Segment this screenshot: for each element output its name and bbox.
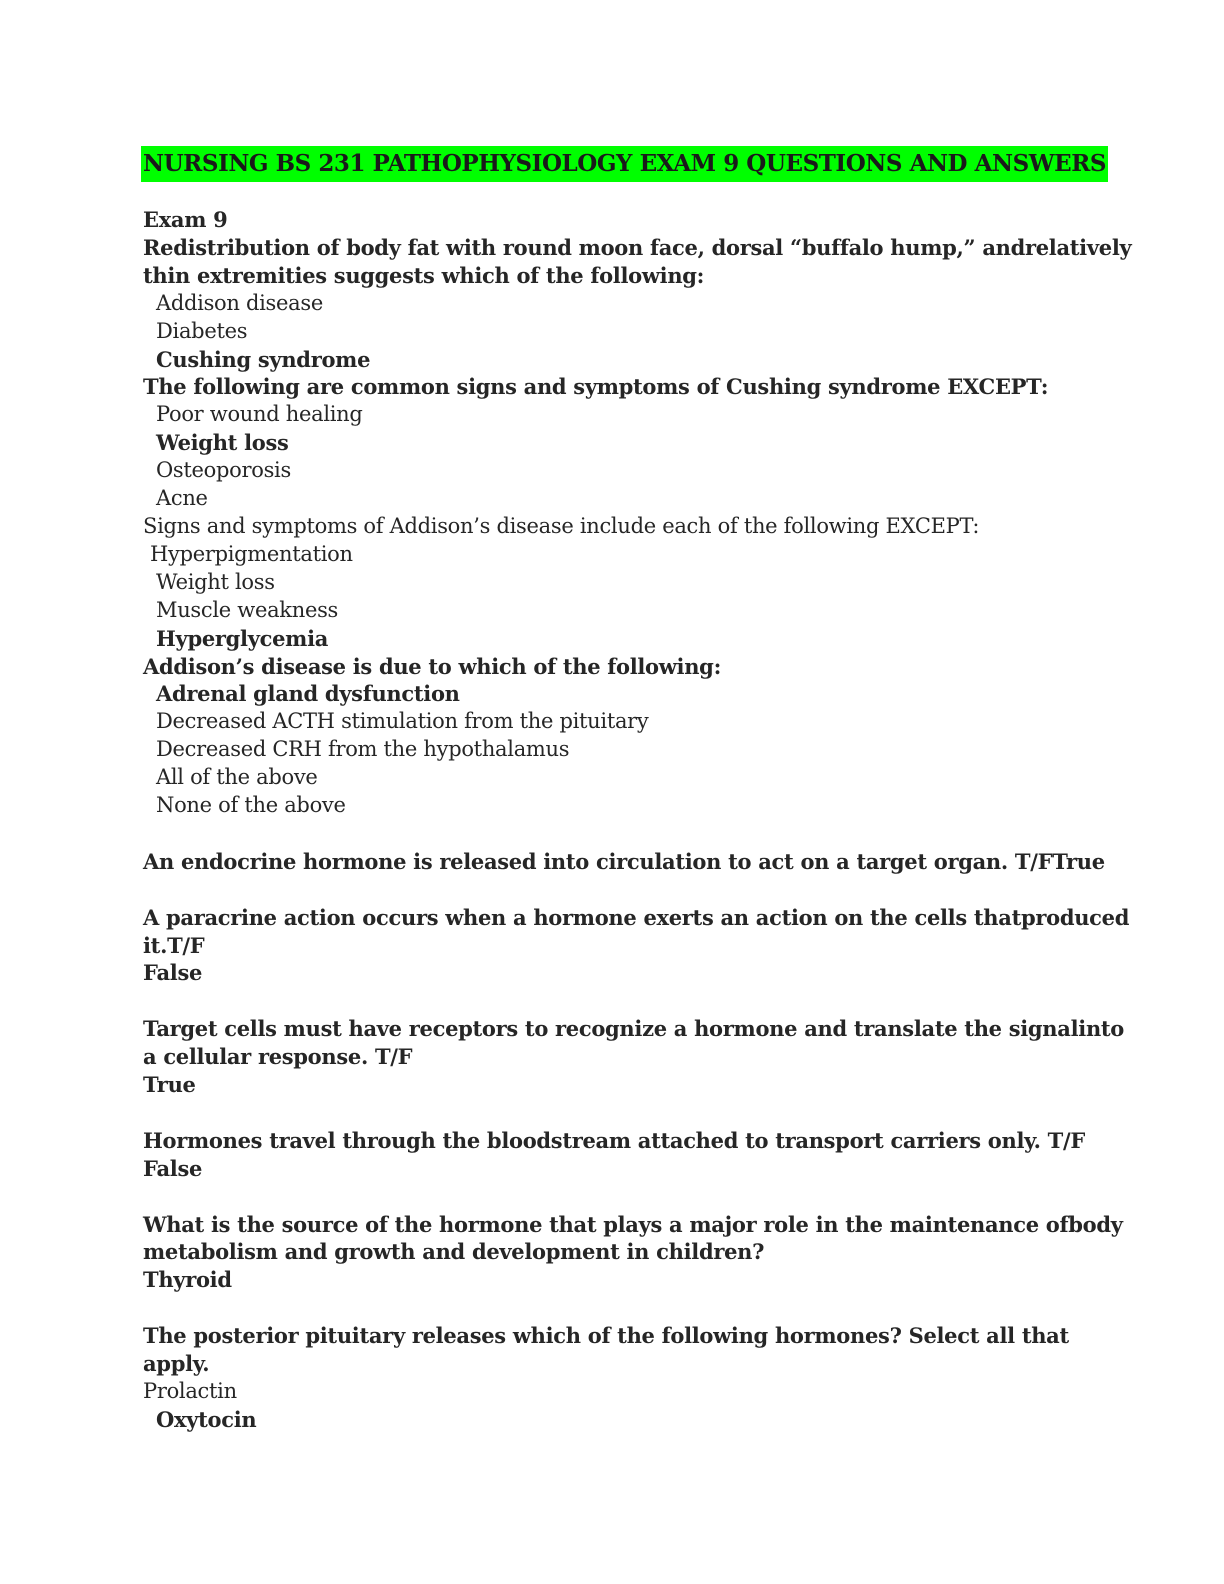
correct-answer: Adrenal gland dysfunction [156,681,460,707]
question-text: The posterior pituitary releases which of the following hormones? Select all that [143,1323,1069,1349]
spacer [143,820,1083,848]
question-text: What is the source of the hormone that plays a major role in the maintenance ofbody [143,1211,1123,1237]
correct-answer: Oxytocin [156,1406,257,1432]
spacer [143,876,1083,904]
spacer [143,987,1083,1015]
question-text: Hormones travel through the bloodstream attached to transport carriers only. T/F [143,1127,1085,1153]
answer-option: Muscle weakness [156,597,339,622]
answer-option: Diabetes [156,318,248,343]
question-text: Target cells must have receptors to recognize a hormone and translate the signalinto [143,1016,1125,1042]
correct-answer: Hyperglycemia [156,625,329,651]
correct-answer: True [143,1072,196,1098]
question-text: metabolism and growth and development in children? [143,1239,765,1265]
document-page [143,146,1132,1434]
correct-answer: False [143,1155,203,1181]
answer-option: Acne [156,486,208,511]
correct-answer: Weight loss [156,430,289,456]
correct-answer: Cushing syndrome [156,346,371,372]
answer-option: Hyperpigmentation [150,541,353,566]
answer-option: Decreased ACTH stimulation from the pituitary [156,709,649,734]
spacer [143,1099,1083,1127]
answer-option: None of the above [156,793,346,818]
question-text: a cellular response. T/F [143,1044,413,1070]
question-text: thin extremities suggests which of the following: [143,262,705,288]
answer-option: Decreased CRH from the hypothalamus [156,737,570,762]
spacer [143,1183,1083,1211]
question-text: An endocrine hormone is released into circulation to act on a target organ. T/FTrue [143,848,1105,874]
question-text: it.T/F [143,932,205,958]
correct-answer: Thyroid [143,1267,232,1293]
answer-option: All of the above [156,765,318,790]
question-text: Redistribution of body fat with round moon face, dorsal “buffalo hump,” andrelatively [143,234,1132,260]
question-text: The following are common signs and symptoms of Cushing syndrome EXCEPT: [143,374,1049,400]
question-text: Addison’s disease is due to which of the following: [143,653,722,679]
exam-heading: Exam 9 [143,207,228,232]
document-title: NURSING BS 231 PATHOPHYSIOLOGY EXAM 9 QUESTIONS AND ANSWERS [141,146,1108,182]
question-text: A paracrine action occurs when a hormone exerts an action on the cells thatproduced [143,904,1130,930]
question-text: apply. [143,1351,210,1377]
answer-option: Addison disease [156,290,323,315]
title-wrap [141,146,1107,182]
answer-option: Weight loss [156,569,275,594]
answer-option: Prolactin [143,1378,237,1403]
correct-answer: False [143,960,203,986]
answer-option: Poor wound healing [156,402,363,427]
spacer [143,1294,1083,1322]
question-text: Signs and symptoms of Addison’s disease include each of the following EXCEPT: [143,513,980,538]
answer-option: Osteoporosis [156,458,291,483]
